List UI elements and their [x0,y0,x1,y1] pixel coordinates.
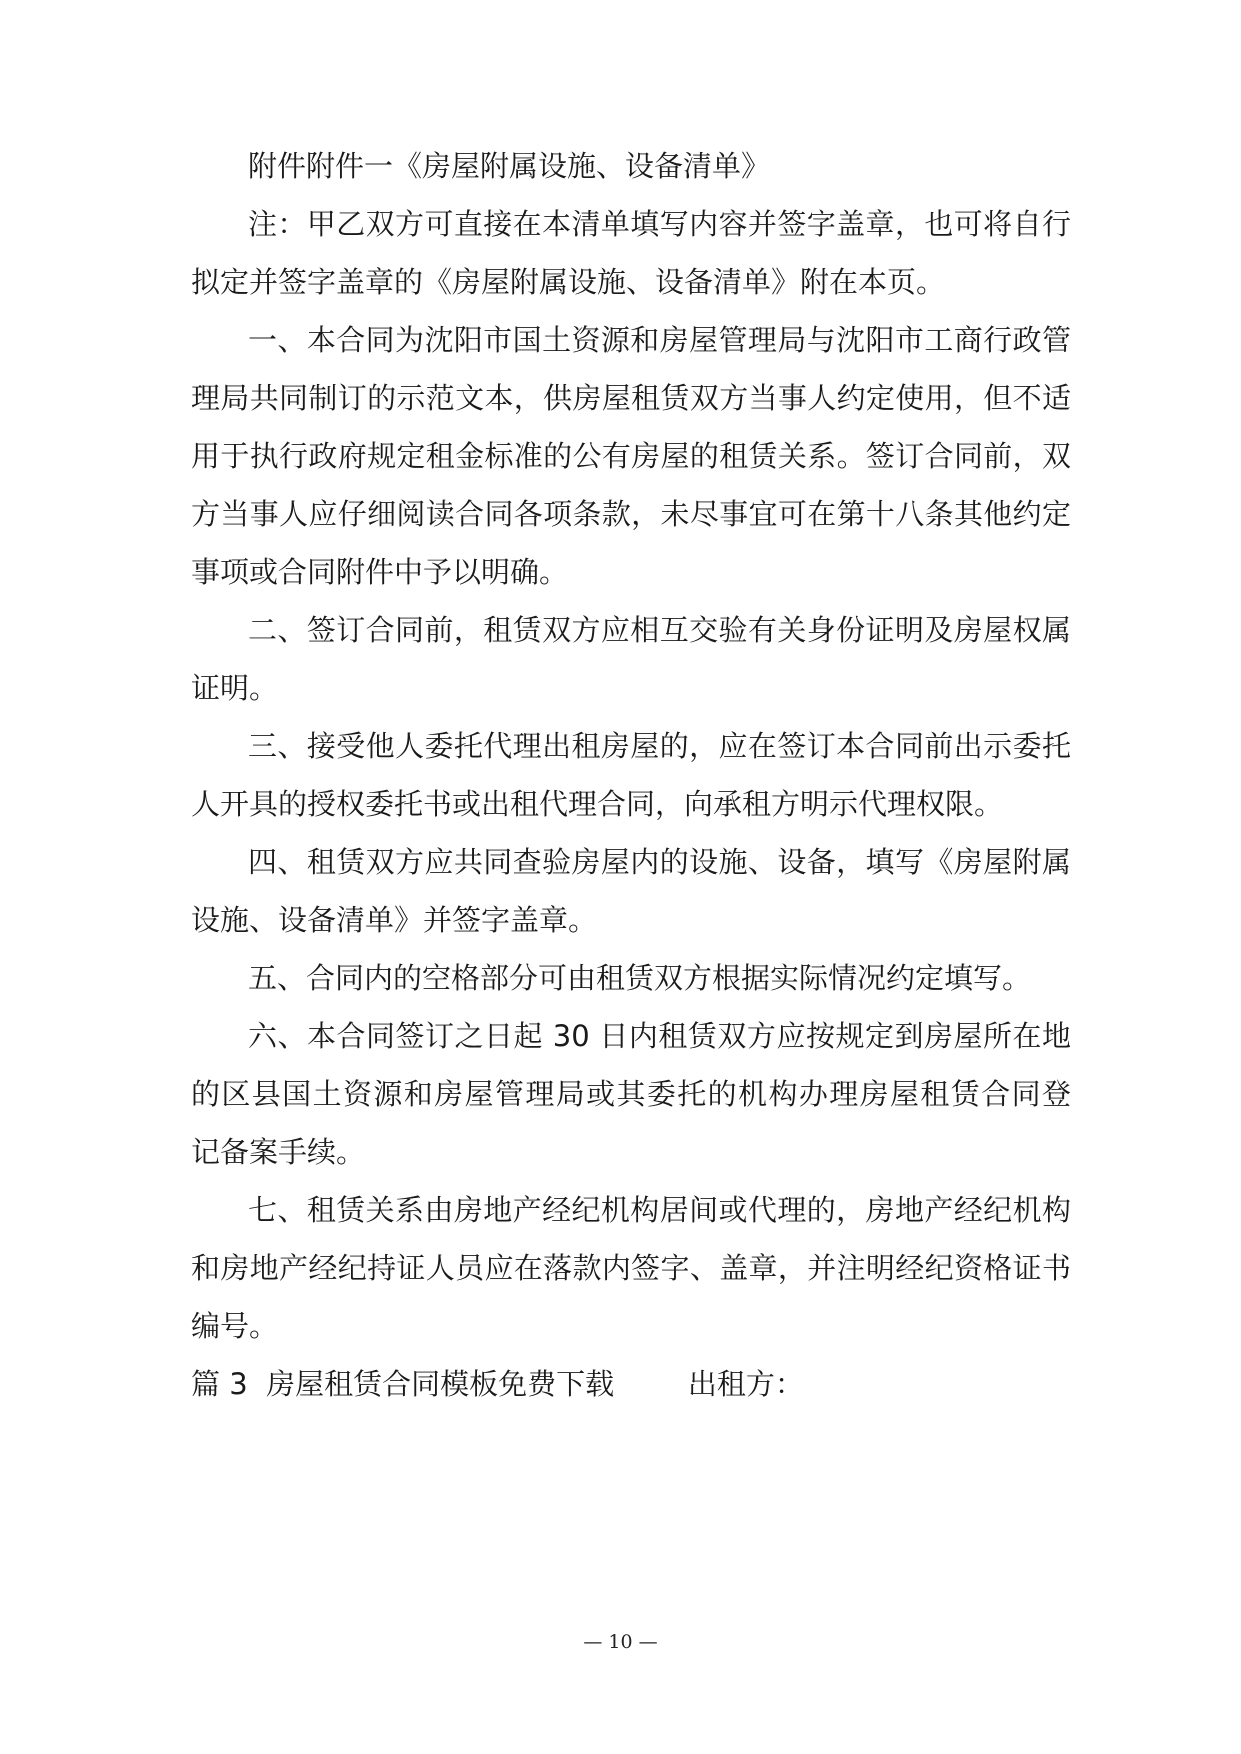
item-3-line-1: 三、接受他人委托代理出租房屋的，应在签订本合同前出示委托 [248,729,1071,763]
item-1-line-5: 事项或合同附件中予以明确。 [191,555,569,589]
item-3-line-2: 人开具的授权委托书或出租代理合同，向承租方明示代理权限。 [191,787,1004,821]
page-number: — 10 — [583,1631,658,1653]
item-5-line-1: 五、合同内的空格部分可由租赁双方根据实际情况约定填写。 [248,961,1032,995]
note-line-2: 拟定并签字盖章的《房屋附属设施、设备清单》附在本页。 [191,265,946,299]
item-2-line-1: 二、签订合同前，租赁双方应相互交验有关身份证明及房屋权属 [248,613,1071,647]
item-1-line-3: 用于执行政府规定租金标准的公有房屋的租赁关系。签订合同前，双 [191,439,1071,473]
item-1-line-2: 理局共同制订的示范文本，供房屋租赁双方当事人约定使用，但不适 [191,381,1071,415]
item-7-line-2: 和房地产经纪持证人员应在落款内签字、盖章，并注明经纪资格证书 [191,1251,1071,1285]
item-6-line-1: 六、本合同签订之日起 30 日内租赁双方应按规定到房屋所在地 [248,1019,1071,1053]
closing-line: 篇 3 房屋租赁合同模板免费下载 出租方： [191,1367,804,1401]
item-2-line-2: 证明。 [191,671,279,705]
item-4-line-2: 设施、设备清单》并签字盖章。 [191,903,598,937]
item-6-line-3: 记备案手续。 [191,1135,366,1169]
item-4-line-1: 四、租赁双方应共同查验房屋内的设施、设备，填写《房屋附属 [248,845,1071,879]
item-1-line-4: 方当事人应仔细阅读合同各项条款，未尽事宜可在第十八条其他约定 [191,497,1071,531]
attachment-heading: 附件附件一《房屋附属设施、设备清单》 [248,149,771,183]
item-7-line-3: 编号。 [191,1309,279,1343]
item-7-line-1: 七、租赁关系由房地产经纪机构居间或代理的，房地产经纪机构 [248,1193,1071,1227]
note-line-1: 注：甲乙双方可直接在本清单填写内容并签字盖章，也可将自行 [248,207,1071,241]
item-1-line-1: 一、本合同为沈阳市国土资源和房屋管理局与沈阳市工商行政管 [248,323,1071,357]
item-6-line-2: 的区县国土资源和房屋管理局或其委托的机构办理房屋租赁合同登 [191,1077,1071,1111]
